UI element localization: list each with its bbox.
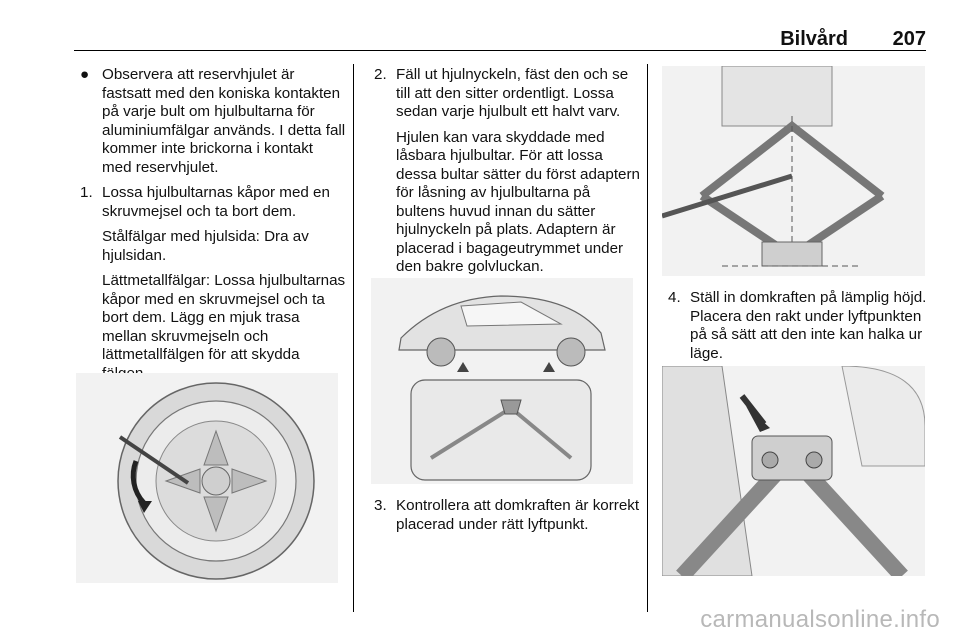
step-1-text: Lossa hjulbultarnas kåpor med en skruvmejsel och ta bort dem. <box>102 184 330 220</box>
bullet-text: Observera att reservhjulet är fastsatt med den koniska kontakten på varje bult om hjulbultarna för aluminiumfälgar används. I detta fall kommer inte brickorna i kontakt med reservhjulet. <box>102 66 346 176</box>
watermark: carmanualsonline.info <box>700 606 940 633</box>
column-1 <box>74 66 346 383</box>
wheel-cap-illustration <box>76 373 338 583</box>
step-3-block <box>368 497 640 534</box>
step-1 <box>74 184 346 221</box>
column-divider-2 <box>647 64 648 612</box>
bullet-marker: ● <box>80 66 90 83</box>
jack-cranking-illustration <box>662 66 925 276</box>
step-2-text: Fäll ut hjulnyckeln, fäst den och se till att den sitter ordentligt. Lossa sedan varje hjulbult ett halvt varv. <box>396 66 629 120</box>
step-3-text: Kontrollera att domkraften är korrekt placerad under rätt lyftpunkt. <box>396 497 640 533</box>
step-2-number: 2. <box>374 66 387 83</box>
step-3-number: 3. <box>374 497 387 514</box>
step-3 <box>368 497 640 534</box>
step-4-number: 4. <box>668 289 681 306</box>
step-1-alloy-rims: Lättmetallfälgar: Lossa hjulbultarnas kåpor med en skruvmejsel och ta bort dem. Lägg en mjuk trasa mellan skruvmejseln och lättmetallfälgen för att skydda <box>102 272 346 363</box>
jack-position-illustration <box>662 366 925 576</box>
step-4 <box>662 289 930 363</box>
step-4-text: Ställ in domkraften på lämplig höjd. Placera den rakt under lyftpunkten på så sätt att den inte kan halka ur läge. <box>690 289 927 362</box>
page-number: 207 <box>892 28 926 50</box>
step-4-block <box>662 289 930 363</box>
column-2 <box>368 66 640 277</box>
step-2 <box>368 66 640 122</box>
page-header <box>74 0 926 50</box>
step-1-steel-rims: Stålfälgar med hjulsida: Dra av hjulsidan. <box>102 228 309 264</box>
section-title: Bilvård <box>780 28 848 50</box>
step-1-number: 1. <box>80 184 93 201</box>
car-lift-points-illustration <box>371 278 633 484</box>
column-divider-1 <box>353 64 354 612</box>
header-rule <box>74 50 926 51</box>
step-2-locking-bolts: Hjulen kan vara skyddade med låsbara hjulbultar. För att lossa dessa bultar sätter du först adaptern för låsning av hjulbultarna på bultens huvud innan du sätter hjulnyckeln på plats. Adaptern är placerad i bagageutrymmet under den bakre golvluckan. <box>396 128 640 275</box>
bullet-item <box>74 66 346 177</box>
